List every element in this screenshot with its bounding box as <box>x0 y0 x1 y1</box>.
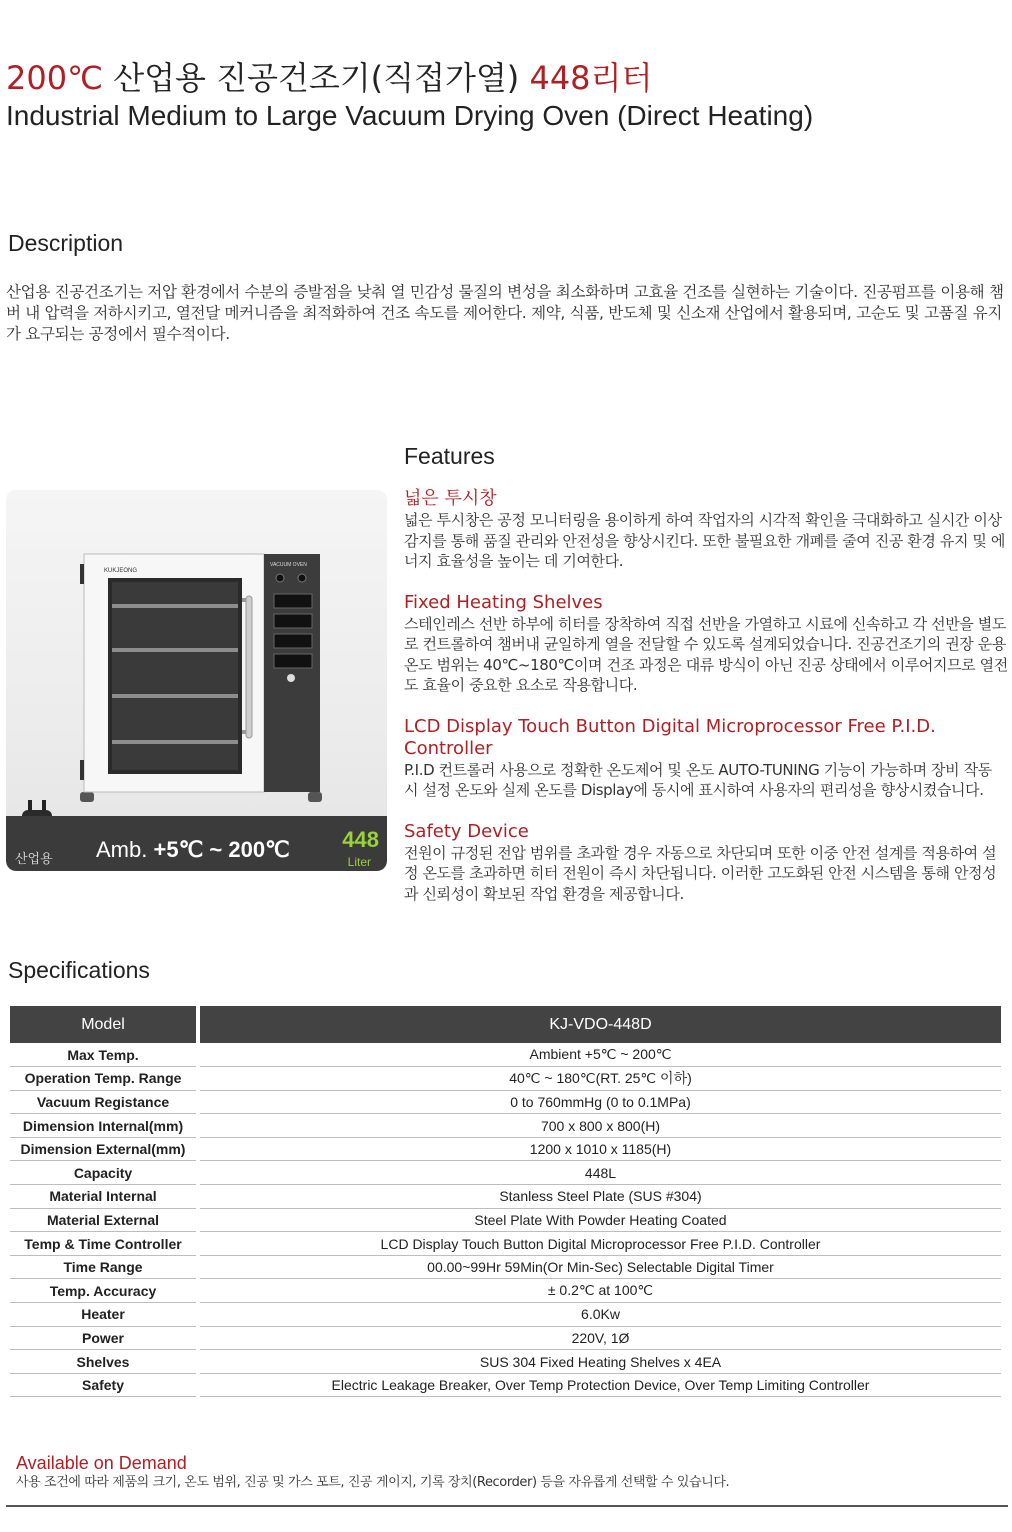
spec-label: Dimension Internal(mm) <box>10 1114 198 1138</box>
spec-label: Capacity <box>10 1161 198 1185</box>
table-row <box>10 1185 1001 1209</box>
spec-value: 40℃ ~ 180℃(RT. 25℃ 이하) <box>198 1067 1001 1091</box>
spec-label: Heater <box>10 1303 198 1327</box>
spec-value: Steel Plate With Powder Heating Coated <box>198 1208 1001 1232</box>
spec-value: 6.0Kw <box>198 1303 1001 1327</box>
spec-label: Temp & Time Controller <box>10 1232 198 1256</box>
feature-body: 넓은 투시창은 공정 모니터링을 용이하게 하여 작업자의 시각적 확인을 극대화하고 실시간 이상 감지를 통해 품질 관리와 안전성을 향상시킨다. 또한 불필요한 개폐를 줄여 진공 환경 유지 및 에너지 효율성을 높이는 데 기여한다. <box>404 511 1005 570</box>
page-title-english: Industrial Medium to Large Vacuum Drying Oven (Direct Heating) <box>6 100 814 131</box>
title-temp: 200℃ <box>6 59 104 97</box>
table-row <box>10 1114 1001 1138</box>
feature-item <box>404 821 1008 905</box>
feature-title: LCD Display Touch Button Digital Microprocessor Free P.I.D. Controller <box>404 715 936 759</box>
product-image <box>6 490 387 871</box>
bottom-divider <box>6 1505 1008 1507</box>
spec-label: Temp. Accuracy <box>10 1279 198 1303</box>
table-row <box>10 1279 1001 1303</box>
spec-label: Power <box>10 1326 198 1350</box>
spec-label: Material Internal <box>10 1185 198 1209</box>
features-list <box>404 488 1008 924</box>
table-row <box>10 1043 1001 1067</box>
features-heading: Features <box>404 443 495 469</box>
spec-value: 00.00~99Hr 59Min(Or Min-Sec) Selectable Digital Timer <box>198 1255 1001 1279</box>
spec-label: Max Temp. <box>10 1043 198 1067</box>
spec-label: Shelves <box>10 1350 198 1374</box>
spec-value: SUS 304 Fixed Heating Shelves x 4EA <box>198 1350 1001 1374</box>
spec-value: 1200 x 1010 x 1185(H) <box>198 1137 1001 1161</box>
table-row <box>10 1232 1001 1256</box>
spec-value: 448L <box>198 1161 1001 1185</box>
spec-value: Stanless Steel Plate (SUS #304) <box>198 1185 1001 1209</box>
title-capacity: 448리터 <box>529 59 653 97</box>
feature-body: 전원이 규정된 전압 범위를 초과할 경우 자동으로 차단되며 또한 이중 안전 설계를 적용하여 설정 온도를 초과하면 히터 전원이 즉시 차단됩니다. 이러한 고도화된 안전 시스템을 통해 안정성과 신뢰성이 확보된 작업 환경을 제공합니다. <box>404 843 997 903</box>
capacity-unit: Liter <box>347 855 371 869</box>
panel-label: VACUUM OVEN <box>270 562 307 568</box>
spec-label: Material External <box>10 1208 198 1232</box>
table-row <box>10 1350 1001 1374</box>
spec-banner <box>6 816 387 871</box>
spec-value: LCD Display Touch Button Digital Microprocessor Free P.I.D. Controller <box>198 1232 1001 1256</box>
category-label: 산업용 <box>15 852 53 867</box>
spec-value: 0 to 760mmHg (0 to 0.1MPa) <box>198 1090 1001 1114</box>
feature-title: Fixed Heating Shelves <box>404 591 603 613</box>
spec-header-value: KJ-VDO-448D <box>198 1006 1001 1043</box>
spec-label: Dimension External(mm) <box>10 1137 198 1161</box>
table-row <box>10 1161 1001 1185</box>
spec-label: Vacuum Registance <box>10 1090 198 1114</box>
spec-value: ± 0.2℃ at 100℃ <box>198 1279 1001 1303</box>
spec-header-label: Model <box>10 1006 198 1043</box>
spec-value: 700 x 800 x 800(H) <box>198 1114 1001 1138</box>
table-row <box>10 1137 1001 1161</box>
spec-table <box>10 1006 1001 1397</box>
table-row <box>10 1090 1001 1114</box>
table-row <box>10 1373 1001 1397</box>
spec-header-row <box>10 1006 1001 1043</box>
feature-item <box>404 716 1008 801</box>
available-body: 사용 조건에 따라 제품의 크기, 온도 범위, 진공 및 가스 포트, 진공 게이지, 기록 장치(Recorder) 등을 자유롭게 선택할 수 있습니다. <box>16 1475 730 1490</box>
specifications-heading: Specifications <box>8 957 150 983</box>
description-body: 산업용 진공건조기는 저압 환경에서 수분의 증발점을 낮춰 열 민감성 물질의 변성을 최소화하며 고효율 건조를 실현하는 기술이다. 진공펌프를 이용해 챔버 내 압력을 저하시키고, 열전달 메커니즘을 최적화하여 건조 속도를 제어한다. 제약, 식품, 반도체 및 신소재 산업에서 활용되며, 고순도 및 고품질 유지가 요구되는 공정에서 필수적이다. <box>6 283 1004 343</box>
table-row <box>10 1067 1001 1091</box>
feature-title: 넓은 투시창 <box>404 488 497 509</box>
vacuum-oven-illustration <box>6 490 387 820</box>
table-row <box>10 1255 1001 1279</box>
temp-range <box>96 837 290 863</box>
available-title: Available on Demand <box>16 1453 187 1473</box>
feature-title: Safety Device <box>404 820 529 842</box>
spec-label: Safety <box>10 1373 198 1397</box>
range-value: +5℃ ~ 200℃ <box>153 837 290 862</box>
spec-table-body <box>10 1043 1001 1397</box>
table-row <box>10 1326 1001 1350</box>
description-heading: Description <box>8 230 124 256</box>
page-title-korean <box>6 58 652 98</box>
feature-item <box>404 592 1008 696</box>
feature-body: P.I.D 컨트롤러 사용으로 정확한 온도제어 및 온도 AUTO-TUNING 기능이 가능하며 장비 작동 시 설정 온도와 실제 온도를 Display에 동시에 표시하여 사용자의 편리성을 향상시켰습니다. <box>404 760 992 799</box>
capacity-value: 448 <box>342 827 379 852</box>
table-row <box>10 1208 1001 1232</box>
spec-label: Operation Temp. Range <box>10 1067 198 1091</box>
spec-value: Electric Leakage Breaker, Over Temp Protection Device, Over Temp Limiting Controller <box>198 1373 1001 1397</box>
feature-item <box>404 488 1008 572</box>
feature-body: 스테인레스 선반 하부에 히터를 장착하여 직접 선반을 가열하고 시료에 신속하고 각 선반을 별도로 컨트롤하여 챔버내 균일하게 열을 전달할 수 있도록 설계되었습니다. 진공건조기의 권장 운용 온도 범위는 40℃~180℃이며 건조 과정은 대류 방식이 아닌 진공 상태에서 이루어지므로 열전도 효율이 중요한 요소로 작용합니다. <box>404 614 1008 694</box>
table-row <box>10 1303 1001 1327</box>
spec-label: Time Range <box>10 1255 198 1279</box>
title-main: 산업용 진공건조기(직접가열) <box>113 59 520 97</box>
brand-logo: KUKJEONG <box>104 568 138 574</box>
spec-value: Ambient +5℃ ~ 200℃ <box>198 1043 1001 1067</box>
spec-value: 220V, 1Ø <box>198 1326 1001 1350</box>
range-prefix: Amb. <box>96 837 148 862</box>
